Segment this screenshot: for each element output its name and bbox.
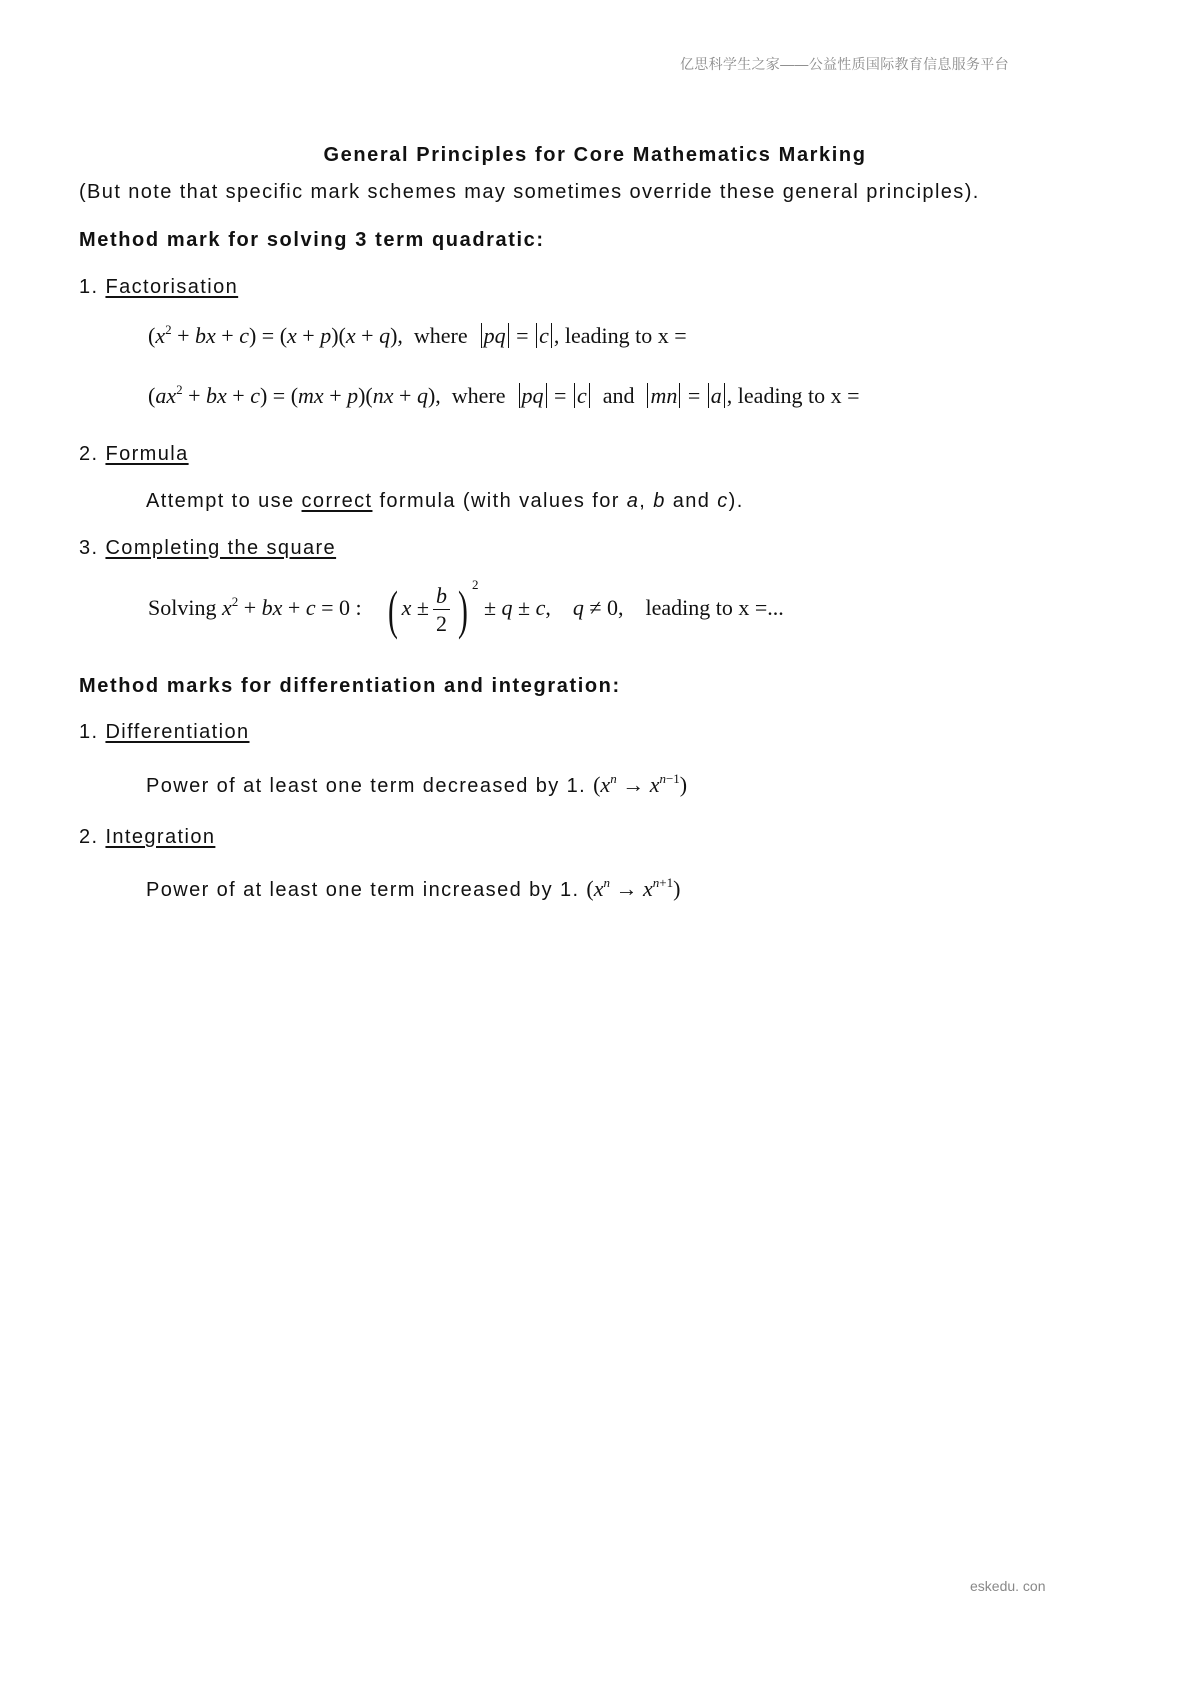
footer-domain-text: eskedu. con bbox=[970, 1578, 1046, 1594]
header-watermark-text: 亿思科学生之家——公益性质国际教育信息服务平台 bbox=[680, 56, 1009, 72]
integration-number: 2. bbox=[79, 826, 99, 848]
where-word: where bbox=[413, 323, 468, 348]
completing-number: 3. bbox=[79, 537, 99, 559]
solving-word: Solving bbox=[148, 595, 217, 621]
formula-item bbox=[79, 443, 189, 466]
completing-item bbox=[79, 537, 336, 560]
differentiation-text: Power of at least one term decreased by 1. bbox=[146, 775, 587, 797]
formula-and-word: and bbox=[672, 490, 711, 512]
integration-label: Integration bbox=[105, 826, 216, 848]
leading-to-text: leading to x = bbox=[564, 323, 687, 348]
formula-description: Attempt to use correct formula (with values for a, b and c). bbox=[146, 490, 744, 512]
differentiation-item bbox=[79, 721, 250, 744]
formula-text-after: formula (with values for bbox=[379, 490, 620, 512]
formula-label: Formula bbox=[105, 443, 189, 465]
completing-formula: Solving $x^2$ + bx + c = 0 : ( x ± $\frac{b}{2}$ ) $^2$ ± q ± c, q ≠ 0, leading to x =... bbox=[148, 577, 784, 640]
differentiation-label: Differentiation bbox=[105, 721, 250, 743]
and-word: and bbox=[602, 383, 635, 408]
differentiation-description: Power of at least one term decreased by 1. $(x^n \to x^{n-1})$ bbox=[146, 771, 688, 797]
correct-word: correct bbox=[301, 490, 373, 512]
intro-note: (But note that specific mark schemes may sometimes override these general principles). bbox=[79, 181, 980, 203]
factorisation-formula-2: ($ax^2$ + bx + c) = (mx + p)(nx + q), where pq = c and mn = a , leading to x = bbox=[148, 382, 860, 408]
quadratic-heading: Method mark for solving 3 term quadratic: bbox=[79, 229, 545, 251]
integration-item bbox=[79, 826, 215, 849]
completing-leading-to: leading to x =... bbox=[645, 595, 784, 621]
formula-number: 2. bbox=[79, 443, 99, 465]
completing-label: Completing the square bbox=[105, 537, 337, 559]
factorisation-label: Factorisation bbox=[105, 276, 239, 298]
calculus-heading: Method marks for differentiation and integration: bbox=[79, 675, 621, 697]
integration-description: Power of at least one term increased by 1. $(x^n \to x^{n+1})$ bbox=[146, 875, 681, 901]
integration-text: Power of at least one term increased by 1. bbox=[146, 879, 580, 901]
factorisation-number: 1. bbox=[79, 276, 99, 298]
where-word: where bbox=[451, 383, 506, 408]
page-title: General Principles for Core Mathematics Marking bbox=[323, 144, 867, 166]
formula-text-before: Attempt to use bbox=[146, 490, 295, 512]
differentiation-number: 1. bbox=[79, 721, 99, 743]
factorisation-formula-1: ($x^2$ + bx + c) = (x + p)(x + q), where pq = c , leading to x = bbox=[148, 322, 687, 348]
factorisation-item bbox=[79, 276, 238, 299]
leading-to-text: leading to x = bbox=[737, 383, 860, 408]
